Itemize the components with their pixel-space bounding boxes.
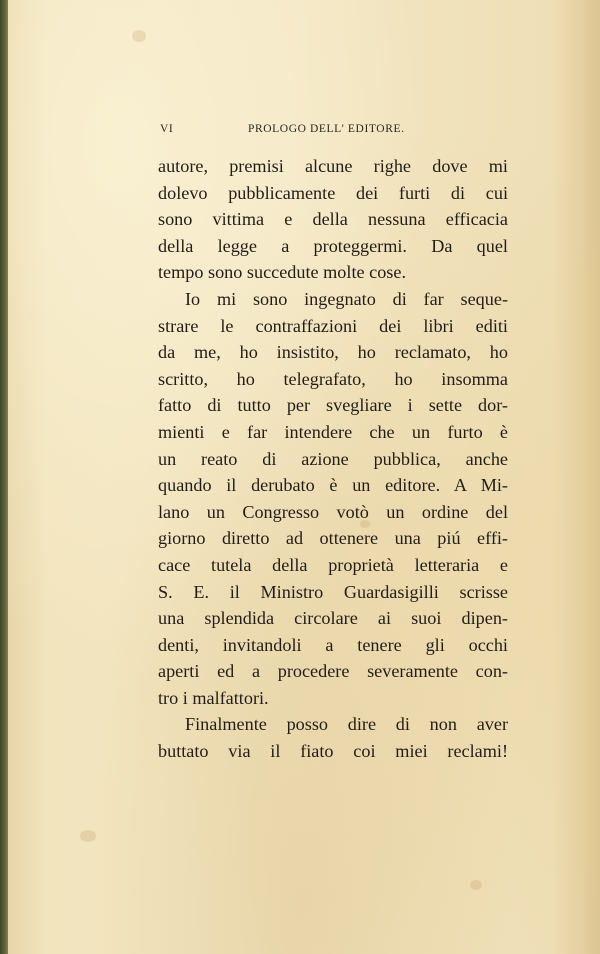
text-line: quando il derubato è un editore. A Mi- xyxy=(158,475,508,496)
text-line: cace tutela della proprietà letteraria e xyxy=(158,554,508,575)
foxing-spot xyxy=(80,830,96,842)
text-line: sono vittima e della nessuna efficacia xyxy=(158,209,508,230)
page-number: VI xyxy=(160,123,174,135)
text-line: lano un Congresso votò un ordine del xyxy=(158,501,508,522)
text-line: strare le contraffazioni dei libri editi xyxy=(158,315,508,336)
body-text xyxy=(158,153,508,765)
text-line: un reato di azione pubblica, anche xyxy=(158,448,508,469)
running-head-title: PROLOGO DELL' EDITORE. xyxy=(248,123,405,135)
text-line: S. E. il Ministro Guardasigilli scrisse xyxy=(158,581,508,602)
text-line: denti, invitandoli a tenere gli occhi xyxy=(158,634,508,655)
text-line: autore, premisi alcune righe dove mi xyxy=(158,156,508,176)
running-head xyxy=(160,123,508,141)
text-line: scritto, ho telegrafato, ho insomma xyxy=(158,368,508,389)
text-line: tro i malfattori. xyxy=(158,687,269,708)
text-line: una splendida circolare ai suoi dipen- xyxy=(158,608,508,629)
text-line: della legge a proteggermi. Da quel xyxy=(158,235,508,256)
text-line: da me, ho insistito, ho reclamato, ho xyxy=(158,342,508,363)
foxing-spot xyxy=(470,880,482,890)
text-line: Io mi sono ingegnato di far seque- xyxy=(185,288,508,309)
text-line: fatto di tutto per svegliare i sette dor- xyxy=(158,395,508,416)
foxing-spot xyxy=(132,30,146,42)
text-line: dolevo pubblicamente dei furti di cui xyxy=(158,182,508,203)
text-line: mienti e far intendere che un furto è xyxy=(158,421,508,442)
book-spine-edge xyxy=(0,0,8,954)
text-line: aperti ed a procedere severamente con- xyxy=(158,661,508,682)
text-line: Finalmente posso dire di non aver xyxy=(185,714,508,735)
text-line: buttato via il fiato coi miei reclami! xyxy=(158,741,508,762)
text-line: tempo sono succedute molte cose. xyxy=(158,262,406,283)
text-line: giorno diretto ad ottenere una piú effi- xyxy=(158,528,508,549)
